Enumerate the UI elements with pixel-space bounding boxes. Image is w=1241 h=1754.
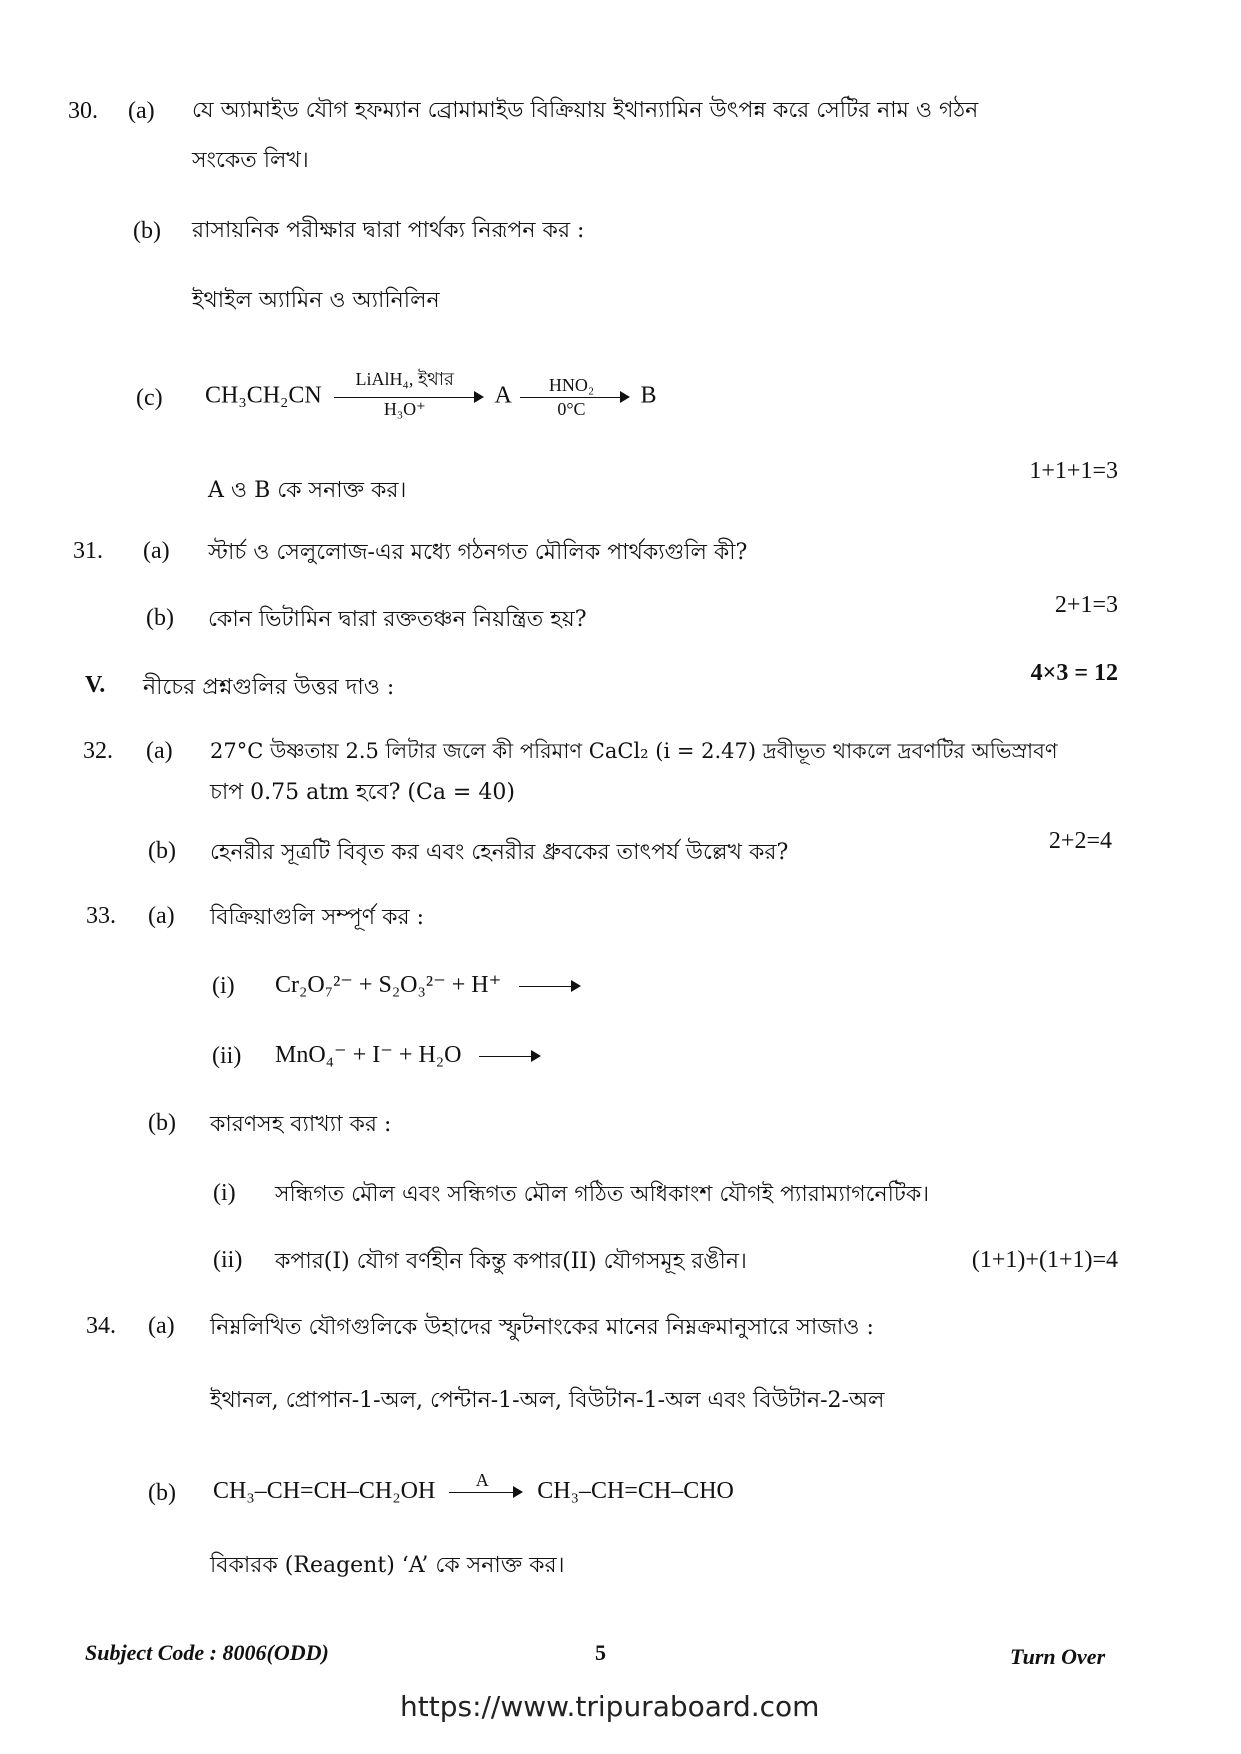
q34-b-arrow-above: A [475,1470,489,1491]
q34-b-arrow [449,1470,523,1506]
q30-c-start: CH₃CH₂CN [205,382,322,409]
q33-a-ii-arrow [479,1046,541,1066]
subject-code: Subject Code : 8006(ODD) [85,1640,329,1665]
q33-a-text: বিক্রিয়াগুলি সম্পূর্ণ কর : [210,905,424,930]
q31-marks: 2+1=3 [1054,592,1118,618]
question-33-number: 33. [86,903,116,929]
q34-b-reaction [213,1470,734,1506]
page-number: 5 [595,1640,606,1665]
q30-a-label: (a) [128,98,155,124]
q34-a-line1: নিম্নলিখিত যৌগগুলিকে উহাদের স্ফুটনাংকের মানের নিম্নক্রমানুসারে সাজাও : [210,1315,874,1340]
q31-b-text: কোন ভিটামিন দ্বারা রক্ততঞ্চন নিয়ন্ত্রিত হয়? [208,607,587,632]
q32-a-line1: 27°C উষ্ণতায় 2.5 লিটার জলে কী পরিমাণ CaCl₂ (i = 2.47) দ্রবীভূত থাকলে দ্রবণটির অভিস্রাবণ [210,739,1058,763]
q30-c-label: (c) [136,385,163,411]
q33-b-i-text: সন্ধিগত মৌল এবং সন্ধিগত মৌল গঠিত অধিকাংশ যৌগই প্যারাম্যাগনেটিক। [275,1182,930,1207]
q33-a-i-arrow [519,976,581,996]
q30-c-arrow2 [520,374,630,419]
q33-b-ii-label: (ii) [213,1247,243,1273]
q30-c-end: B [640,382,657,409]
q33-a-ii-label: (ii) [212,1043,242,1069]
q30-c-arrow1 [334,368,484,419]
q33-marks: (1+1)+(1+1)=4 [971,1247,1118,1273]
turn-over: Turn Over [1010,1644,1106,1669]
q30-c-arrow2-below: 0°C [557,398,586,419]
question-34-number: 34. [86,1313,116,1339]
q34-b-start: CH₃–CH=CH–CH₂OH [213,1478,436,1504]
question-30-number: 30. [68,98,98,124]
q33-b-text: কারণসহ ব্যাখ্যা কর : [210,1112,392,1137]
q33-b-label: (b) [148,1110,176,1136]
q33-a-i-reaction [275,970,581,999]
section-5-label: V. [85,672,106,698]
q32-a-line2: চাপ 0.75 atm হবে? (Ca = 40) [210,780,515,805]
question-32-number: 32. [83,738,113,764]
q33-a-ii-reaction [275,1040,541,1069]
section-5-instruction: নীচের প্রশ্নগুলির উত্তর দাও : [143,675,395,700]
website-url[interactable]: https://www.tripuraboard.com [400,1690,820,1723]
q34-a-label: (a) [148,1313,175,1339]
q30-b-label: (b) [133,218,161,244]
q32-b-text: হেনরীর সূত্রটি বিবৃত কর এবং হেনরীর ধ্রুবকের তাৎপর্য উল্লেখ কর? [210,840,789,865]
q33-a-i-equation: Cr₂O₇²⁻ + S₂O₃²⁻ + H⁺ [275,972,502,998]
q30-c-arrow2-above: HNO₂ [548,374,595,395]
q33-b-ii-text: কপার(I) যৌগ বর্ণহীন কিন্তু কপার(II) যৌগসমূহ রঙীন। [275,1249,747,1274]
q32-marks: 2+2=4 [1048,828,1112,854]
q34-b-line2: বিকারক (Reagent) ‘A’ কে সনাক্ত কর। [210,1553,565,1578]
section-5-marks: 4×3 = 12 [1030,660,1118,686]
q33-b-i-label: (i) [213,1180,236,1206]
q31-b-label: (b) [146,605,174,631]
q33-a-ii-equation: MnO₄⁻ + I⁻ + H₂O [275,1042,462,1068]
q30-a-line1: যে অ্যামাইড যৌগ হফম্যান ব্রোমামাইড বিক্রিয়ায় ইথান্যামিন উৎপন্ন করে সেটির নাম ও গঠন [192,98,979,123]
q30-c-reaction [205,368,657,419]
q30-b-line1: রাসায়নিক পরীক্ষার দ্বারা পার্থক্য নিরূপন কর : [192,218,585,243]
q30-c-mid: A [494,382,511,409]
q30-a-line2: সংকেত লিখ। [192,148,309,173]
q31-a-text: স্টার্চ ও সেলুলোজ-এর মধ্যে গঠনগত মৌলিক পার্থক্যগুলি কী? [208,540,748,565]
q30-marks: 1+1+1=3 [1029,458,1118,484]
q34-a-line2: ইথানল, প্রোপান-1-অল, পেন্টান-1-অল, বিউটান-1-অল এবং বিউটান-2-অল [210,1388,885,1413]
q30-c-line2: A ও B কে সনাক্ত কর। [208,478,407,503]
q33-a-i-label: (i) [212,973,235,999]
q32-a-label: (a) [146,738,173,764]
q30-b-line2: ইথাইল অ্যামিন ও অ্যানিলিন [192,288,440,313]
q32-b-label: (b) [148,838,176,864]
q33-a-label: (a) [148,903,175,929]
q34-b-end: CH₃–CH=CH–CHO [537,1478,734,1504]
q34-b-label: (b) [148,1480,176,1506]
question-31-number: 31. [73,538,103,564]
q31-a-label: (a) [143,538,170,564]
q30-c-arrow1-above: LiAlH₄, ইথার [355,368,454,389]
q30-c-arrow1-below: H₃O⁺ [383,398,426,419]
